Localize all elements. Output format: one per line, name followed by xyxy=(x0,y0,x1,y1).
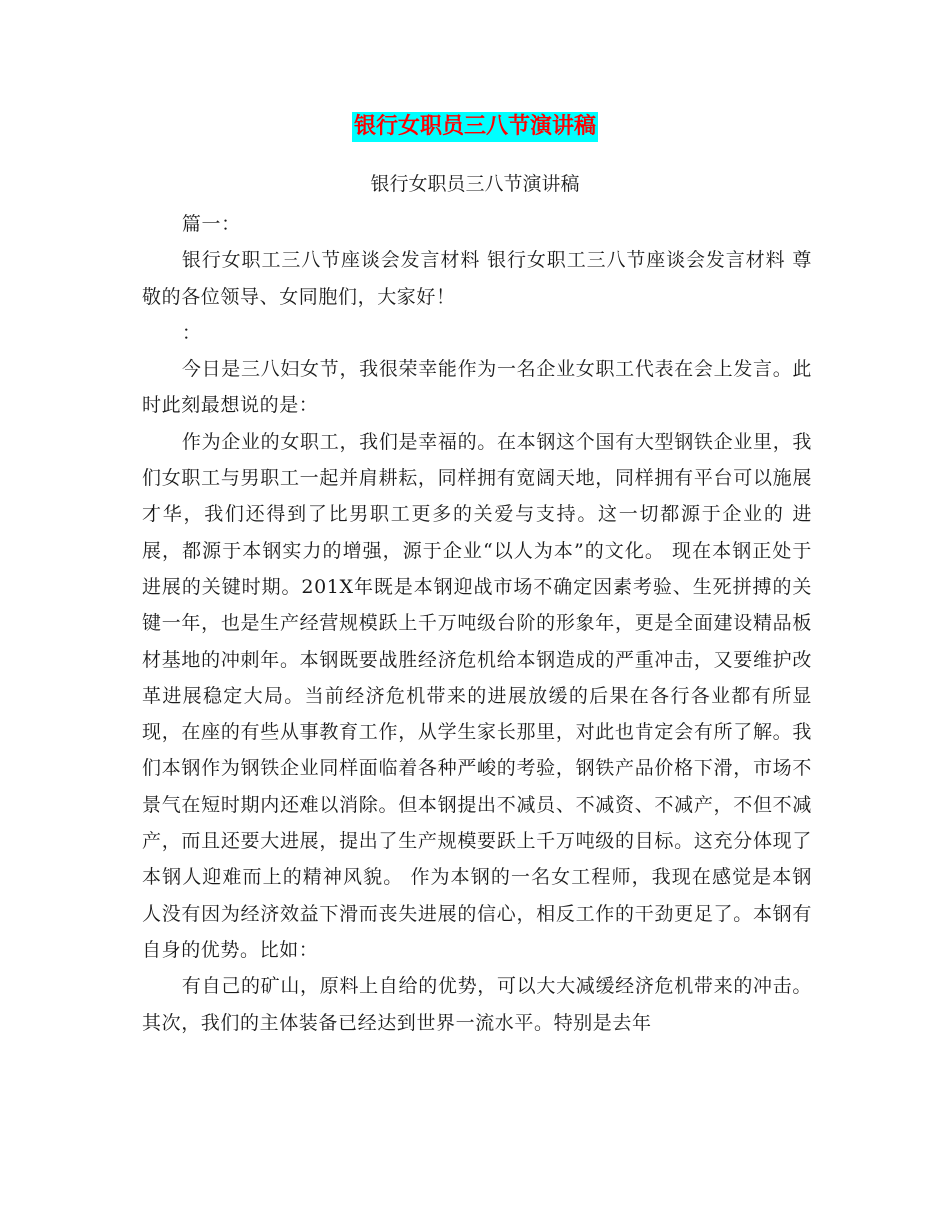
paragraph: 今日是三八妇女节，我很荣幸能作为一名企业女职工代表在会上发言。此时此刻最想说的是： xyxy=(142,358,812,417)
title-container xyxy=(0,112,950,142)
paragraph: 篇一： xyxy=(181,213,241,235)
paragraph: 有自己的矿山，原料上自给的优势，可以大大减缓经济危机带来的冲击。其次，我们的主体装备已经达到世界一流水平。特别是去年 xyxy=(142,975,812,1034)
paragraph: 银行女职工三八节座谈会发言材料 银行女职工三八节座谈会发言材料 尊敬的各位领导、女同胞们，大家好！ xyxy=(142,249,812,308)
document-title: 银行女职员三八节演讲稿 xyxy=(352,112,598,142)
paragraph: 作为企业的女职工，我们是幸福的。在本钢这个国有大型钢铁企业里，我们女职工与男职工一起并肩耕耘，同样拥有宽阔天地，同样拥有平台可以施展才华，我们还得到了比男职工更多的关爱与支持。这一切都源于企业的 进展，都源于本钢实力的增强，源于企业“以人为本”的文化。 现在本钢正处于进展的关键时期。201X年既是本钢迎战市场不确定因素考验、生死拼搏的关键一年，也是生产经营规模跃上千万吨级台阶的形象年，更是全面建设精品板材基地的冲刺年。本钢既要战胜经济危机给本钢造成的严重冲击，又要维护改革进展稳定大局。当前经济危机带来的进展放缓的后果在各行各业都有所显现，在座的有些从事教育工作，从学生家长那里，对此也肯定会有所了解。我们本钢作为钢铁企业同样面临着各种严峻的考验，钢铁产品价格下滑，市场不景气在短时期内还难以消除。但本钢提出不减员、不减资、不减产，不但不减产，而且还要大进展，提出了生产规模要跃上千万吨级的目标。这充分体现了本钢人迎难而上的精神风貌。 作为本钢的一名女工程师，我现在感觉是本钢人没有因为经济效益下滑而丧失进展的信心，相反工作的干劲更足了。本钢有自身的优势。比如： xyxy=(142,430,812,961)
document-subtitle: 银行女职员三八节演讲稿 xyxy=(370,173,580,195)
paragraph: ： xyxy=(181,321,202,344)
document-body xyxy=(142,206,812,1041)
